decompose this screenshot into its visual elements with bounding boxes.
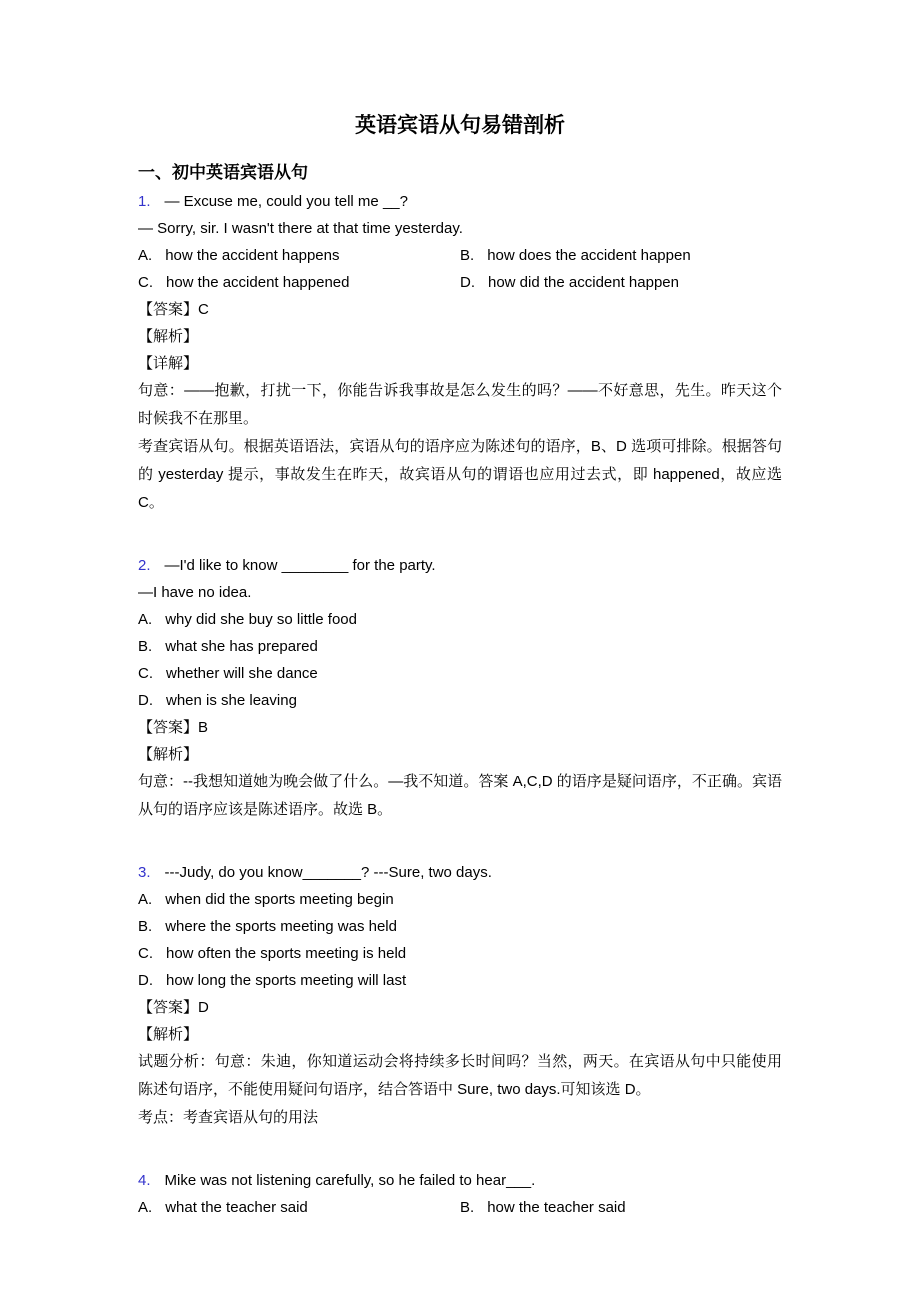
option-c-label: C. [138,945,153,962]
question-2-option-b [138,633,782,660]
question-1-option-b [460,242,782,269]
option-d-label: D. [460,274,475,291]
question-2 [138,552,782,824]
option-d-label: D. [138,692,153,709]
question-3-option-c [138,940,782,967]
option-b-label: B. [460,247,475,264]
option-d-text: how did the accident happen [488,274,679,291]
option-c-text: how the accident happened [166,274,350,291]
option-d-text: when is she leaving [166,692,297,709]
question-1-option-d [460,269,782,296]
option-d-label: D. [138,972,153,989]
question-2-stem-line [138,552,782,579]
option-a-label: A. [138,1199,153,1216]
question-3-explanation-1: 试题分析：句意：朱迪，你知道运动会将持续多长时间吗？当然，两天。在宾语从句中只能使用陈述句语序，不能使用疑问句语序，结合答语中 Sure, two days.可知该选 D。 [138,1053,782,1098]
question-4-option-b [460,1194,782,1221]
option-b-label: B. [138,918,153,935]
option-a-label: A. [138,891,153,908]
question-1-stem-reply: — Sorry, sir. I wasn't there at that time yesterday. [138,220,463,237]
question-1-stem-line [138,188,782,215]
option-c-text: how often the sports meeting is held [166,945,407,962]
question-3-stem-line [138,859,782,886]
question-1-stem: — Excuse me, could you tell me __? [164,193,408,210]
option-b-text: what she has prepared [165,638,318,655]
option-a-text: how the accident happens [165,247,340,264]
question-2-analysis-marker: 【解析】 [138,746,199,763]
option-a-text: what the teacher said [165,1199,308,1216]
option-c-text: whether will she dance [166,665,318,682]
question-2-number: 2. [138,557,151,574]
question-2-option-d [138,687,782,714]
question-3-answer: 【答案】D [138,999,209,1016]
option-c-label: C. [138,274,153,291]
option-d-text: how long the sports meeting will last [166,972,407,989]
option-b-label: B. [460,1199,475,1216]
question-3-option-b [138,913,782,940]
question-1-number: 1. [138,193,151,210]
question-3-exam-point: 考点：考查宾语从句的用法 [138,1109,319,1126]
question-1-answer: 【答案】C [138,301,209,318]
question-4 [138,1167,782,1221]
question-3-options [138,886,782,994]
question-2-stem: —I'd like to know ________ for the party. [164,557,436,574]
question-3-number: 3. [138,864,151,881]
option-b-label: B. [138,638,153,655]
option-b-text: how the teacher said [487,1199,626,1216]
question-1-detail-marker: 【详解】 [138,355,199,372]
question-1-option-c [138,269,460,296]
option-a-label: A. [138,247,153,264]
question-3-stem: ---Judy, do you know_______? ---Sure, two days. [164,864,492,881]
question-2-option-c [138,660,782,687]
question-1-explanation-1: 句意：——抱歉，打扰一下，你能告诉我事故是怎么发生的吗？——不好意思，先生。昨天这个时候我不在那里。 [138,382,782,427]
option-c-label: C. [138,665,153,682]
question-4-option-a [138,1194,460,1221]
document-body [138,188,782,1221]
question-3-option-a [138,886,782,913]
question-2-explanation-1: 句意：--我想知道她为晚会做了什么。—我不知道。答案 A,C,D 的语序是疑问语序，不正确。宾语从句的语序应该是陈述语序。故选 B。 [138,773,782,818]
option-a-text: when did the sports meeting begin [165,891,394,908]
question-2-stem-reply: —I have no idea. [138,584,252,601]
question-1-options [138,242,782,296]
question-2-option-a [138,606,782,633]
question-3 [138,859,782,1132]
document-title: 英语宾语从句易错剖析 [355,114,565,137]
question-2-options [138,606,782,714]
question-2-answer: 【答案】B [138,719,209,736]
question-1-explanation-2: 考查宾语从句。根据英语语法，宾语从句的语序应为陈述句的语序，B、D 选项可排除。根据答句的 yesterday 提示，事故发生在昨天，故宾语从句的谓语也应用过去式，即 happened，故应选 C。 [138,438,782,511]
option-b-text: how does the accident happen [487,247,691,264]
question-3-analysis-marker: 【解析】 [138,1026,199,1043]
question-1-analysis-marker: 【解析】 [138,328,199,345]
question-4-options [138,1194,782,1221]
option-a-text: why did she buy so little food [165,611,357,628]
option-b-text: where the sports meeting was held [165,918,397,935]
question-3-option-d [138,967,782,994]
question-4-stem-line [138,1167,782,1194]
option-a-label: A. [138,611,153,628]
question-1-option-a [138,242,460,269]
question-1 [138,188,782,517]
question-4-number: 4. [138,1172,151,1189]
question-4-stem: Mike was not listening carefully, so he failed to hear___. [164,1172,536,1189]
section-heading: 一、初中英语宾语从句 [138,163,308,182]
